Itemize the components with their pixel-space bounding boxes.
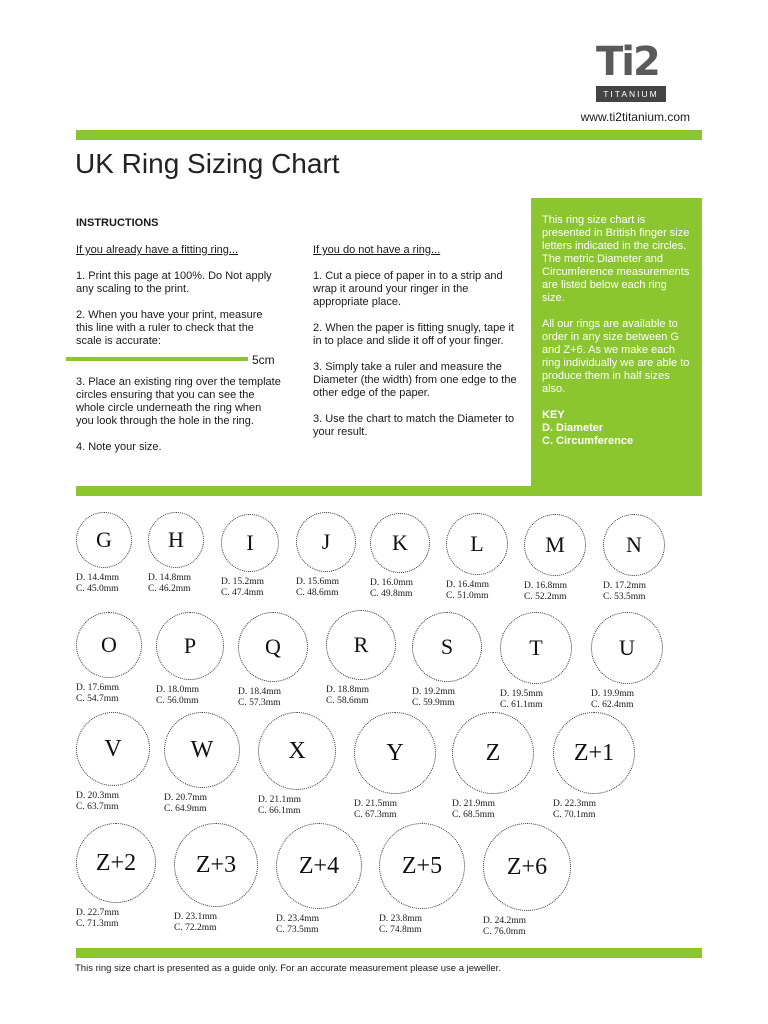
circumference-value: C. 67.3mm [354, 810, 397, 820]
ring-size-label: Z+5 [401, 852, 443, 879]
diameter-value: D. 14.4mm [76, 573, 120, 583]
ring-size-label: Z+3 [195, 851, 237, 878]
diameter-value: D. 18.4mm [238, 687, 282, 697]
circumference-value: C. 73.5mm [276, 925, 319, 935]
ring-size-label: Z+4 [298, 852, 340, 879]
ring-size-label: W [190, 736, 214, 763]
page-title: UK Ring Sizing Chart [75, 148, 340, 179]
ring-measurement [238, 687, 281, 709]
ring-circle-m [524, 514, 586, 576]
ring-circle-r [326, 610, 396, 680]
ring-measurement [156, 685, 199, 707]
diameter-value: D. 24.2mm [483, 916, 527, 926]
diameter-value: D. 22.3mm [553, 799, 597, 809]
circumference-value: C. 62.4mm [591, 700, 634, 710]
ring-circle-h [148, 512, 204, 568]
ring-measurement [276, 914, 319, 936]
footer-disclaimer: This ring size chart is presented as a guide only. For an accurate measurement please use a jeweller. [75, 963, 501, 974]
key-title: KEY [542, 409, 565, 421]
left-step-4: 4. Note your size. [76, 441, 162, 453]
circumference-value: C. 68.5mm [452, 810, 495, 820]
ring-size-label: P [183, 633, 197, 658]
circumference-value: C. 63.7mm [76, 802, 119, 812]
ring-size-label: M [545, 532, 565, 557]
ring-measurement [326, 685, 369, 707]
ring-size-label: Q [265, 634, 281, 659]
ring-measurement [164, 793, 207, 815]
ring-measurement [500, 689, 543, 711]
right-step-2: 2. When the paper is fitting snugly, tape it in to place and slide it off of your finger. [313, 322, 514, 347]
circumference-value: C. 66.1mm [258, 806, 301, 816]
ring-measurement [76, 573, 119, 595]
ring-measurement [296, 577, 339, 599]
diameter-value: D. 23.1mm [174, 912, 218, 922]
ring-size-label: N [626, 532, 642, 557]
ring-size-label: V [104, 735, 122, 762]
diameter-value: D. 17.2mm [603, 581, 647, 591]
diameter-value: D. 21.1mm [258, 795, 302, 805]
ring-measurement [221, 577, 264, 599]
right-subheading: If you do not have a ring... [313, 244, 441, 256]
ring-circle-l [446, 513, 508, 575]
ring-circle-v [76, 712, 150, 786]
ring-circle-y [354, 712, 436, 794]
left-subheading: If you already have a fitting ring... [76, 244, 239, 256]
right-step-1: 1. Cut a piece of paper in to a strip and wrap it around your ringer in the appropriate place. [313, 270, 503, 308]
ring-circle-p [156, 612, 224, 680]
scale-check-ruler [66, 357, 248, 361]
key-diameter: D. Diameter [542, 422, 604, 434]
diameter-value: D. 20.3mm [76, 791, 120, 801]
diameter-value: D. 15.6mm [296, 577, 340, 587]
middle-divider [76, 486, 531, 496]
diameter-value: D. 23.4mm [276, 914, 320, 924]
ring-measurement [76, 683, 119, 705]
circumference-value: C. 74.8mm [379, 925, 422, 935]
ring-size-label: O [101, 632, 117, 657]
circumference-value: C. 64.9mm [164, 804, 207, 814]
ring-circle-x [258, 712, 336, 790]
ring-circle-z-plus-5 [379, 823, 465, 909]
ring-measurement [446, 580, 489, 602]
ring-size-label: H [168, 527, 184, 552]
ring-circle-i [221, 514, 279, 572]
ring-measurement [370, 578, 413, 600]
ring-size-label: U [619, 635, 635, 660]
circumference-value: C. 71.3mm [76, 919, 119, 929]
diameter-value: D. 19.9mm [591, 689, 635, 699]
diameter-value: D. 14.8mm [148, 573, 192, 583]
ring-circle-g [76, 512, 132, 568]
ring-size-label: Z [485, 739, 501, 766]
info-paragraph-1: This ring size chart is presented in British finger size letters indicated in the circles. The metric Diameter and Circumference measurements are listed below each ring size. [542, 214, 690, 304]
logo-main-text: Ti2 [596, 39, 659, 85]
right-step-3: 3. Simply take a ruler and measure the Diameter (the width) from one edge to the other edge of the paper. [313, 361, 517, 399]
ring-circle-z-plus-2 [76, 823, 156, 903]
ring-size-label: X [288, 737, 306, 764]
ring-circle-z-plus-1 [553, 712, 635, 794]
ring-size-label: T [529, 635, 543, 660]
circumference-value: C. 52.2mm [524, 592, 567, 602]
ring-circle-u [591, 612, 663, 684]
ring-measurement [174, 912, 217, 934]
info-box [531, 198, 702, 496]
circumference-value: C. 45.0mm [76, 584, 119, 594]
circumference-value: C. 70.1mm [553, 810, 596, 820]
ring-size-label: Z+1 [573, 739, 615, 766]
ring-size-label: Z+2 [95, 849, 137, 876]
ring-circle-k [370, 513, 430, 573]
ring-size-label: L [470, 531, 484, 556]
ring-circle-o [76, 612, 142, 678]
circumference-value: C. 76.0mm [483, 927, 526, 937]
ring-measurement [76, 908, 119, 930]
ring-size-label: Y [386, 739, 404, 766]
ring-size-label: I [246, 530, 254, 555]
ring-circle-n [603, 514, 665, 576]
ring-circle-w [164, 712, 240, 788]
ring-measurement [524, 581, 567, 603]
left-step-3: 3. Place an existing ring over the template circles ensuring that you can see the whole circle underneath the ring when you look through the hole in the ring. [76, 376, 281, 427]
ring-size-label: G [96, 527, 112, 552]
circumference-value: C. 54.7mm [76, 694, 119, 704]
info-paragraph-2: All our rings are available to order in any size between G and Z+6. As we make each ring individually we are able to produce them in half sizes also. [542, 318, 690, 395]
circumference-value: C. 46.2mm [148, 584, 191, 594]
ring-circle-s [412, 612, 482, 682]
diameter-value: D. 20.7mm [164, 793, 208, 803]
left-step-2: 2. When you have your print, measure this line with a ruler to check that the scale is accurate: [76, 309, 263, 347]
diameter-value: D. 19.5mm [500, 689, 544, 699]
right-step-4: 3. Use the chart to match the Diameter to your result. [313, 413, 515, 438]
ring-measurement [591, 689, 634, 711]
instructions-left-column [76, 244, 276, 361]
diameter-value: D. 18.0mm [156, 685, 200, 695]
ring-measurement [379, 914, 422, 936]
diameter-value: D. 17.6mm [76, 683, 120, 693]
bottom-divider [76, 948, 702, 958]
left-step-1: 1. Print this page at 100%. Do Not apply any scaling to the print. [76, 270, 272, 295]
circumference-value: C. 48.6mm [296, 588, 339, 598]
diameter-value: D. 15.2mm [221, 577, 265, 587]
diameter-value: D. 16.8mm [524, 581, 568, 591]
ring-measurement [483, 916, 526, 938]
ring-circle-z-plus-4 [276, 823, 362, 909]
logo-sub-text: TITANIUM [596, 86, 666, 102]
ring-size-label: K [392, 530, 408, 555]
instructions-heading: INSTRUCTIONS [76, 217, 159, 229]
ring-measurement [258, 795, 301, 817]
ring-circle-j [296, 512, 356, 572]
diameter-value: D. 19.2mm [412, 687, 456, 697]
ring-measurement [603, 581, 646, 603]
circumference-value: C. 56.0mm [156, 696, 199, 706]
ring-size-label: Z+6 [506, 853, 548, 880]
circumference-value: C. 59.9mm [412, 698, 455, 708]
ring-measurement [354, 799, 397, 821]
key-circumference: C. Circumference [542, 435, 634, 447]
circumference-value: C. 51.0mm [446, 591, 489, 601]
diameter-value: D. 22.7mm [76, 908, 120, 918]
ring-measurement [412, 687, 455, 709]
circumference-value: C. 53.5mm [603, 592, 646, 602]
ring-circle-z [452, 712, 534, 794]
circumference-value: C. 57.3mm [238, 698, 281, 708]
ring-size-label: J [321, 529, 331, 554]
circumference-value: C. 61.1mm [500, 700, 543, 710]
diameter-value: D. 16.0mm [370, 578, 414, 588]
ring-circle-z-plus-6 [483, 823, 571, 911]
ring-circle-q [238, 612, 308, 682]
ring-circle-z-plus-3 [174, 823, 258, 907]
top-divider [76, 130, 702, 140]
instructions-left-column-cont [76, 376, 281, 467]
website-link[interactable]: www.ti2titanium.com [580, 110, 690, 124]
ring-measurement [553, 799, 596, 821]
ring-size-label: R [353, 632, 369, 657]
circumference-value: C. 72.2mm [174, 923, 217, 933]
ring-measurement [148, 573, 191, 595]
circumference-value: C. 47.4mm [221, 588, 264, 598]
ruler-label: 5cm [252, 353, 275, 367]
ring-measurement [76, 791, 119, 813]
instructions-right-column [313, 244, 518, 452]
circumference-value: C. 49.8mm [370, 589, 413, 599]
diameter-value: D. 21.5mm [354, 799, 398, 809]
diameter-value: D. 16.4mm [446, 580, 490, 590]
diameter-value: D. 18.8mm [326, 685, 370, 695]
ti2-logo [596, 39, 666, 104]
circumference-value: C. 58.6mm [326, 696, 369, 706]
diameter-value: D. 23.8mm [379, 914, 423, 924]
ring-measurement [452, 799, 495, 821]
ring-size-label: S [440, 634, 454, 659]
ring-circle-t [500, 612, 572, 684]
diameter-value: D. 21.9mm [452, 799, 496, 809]
